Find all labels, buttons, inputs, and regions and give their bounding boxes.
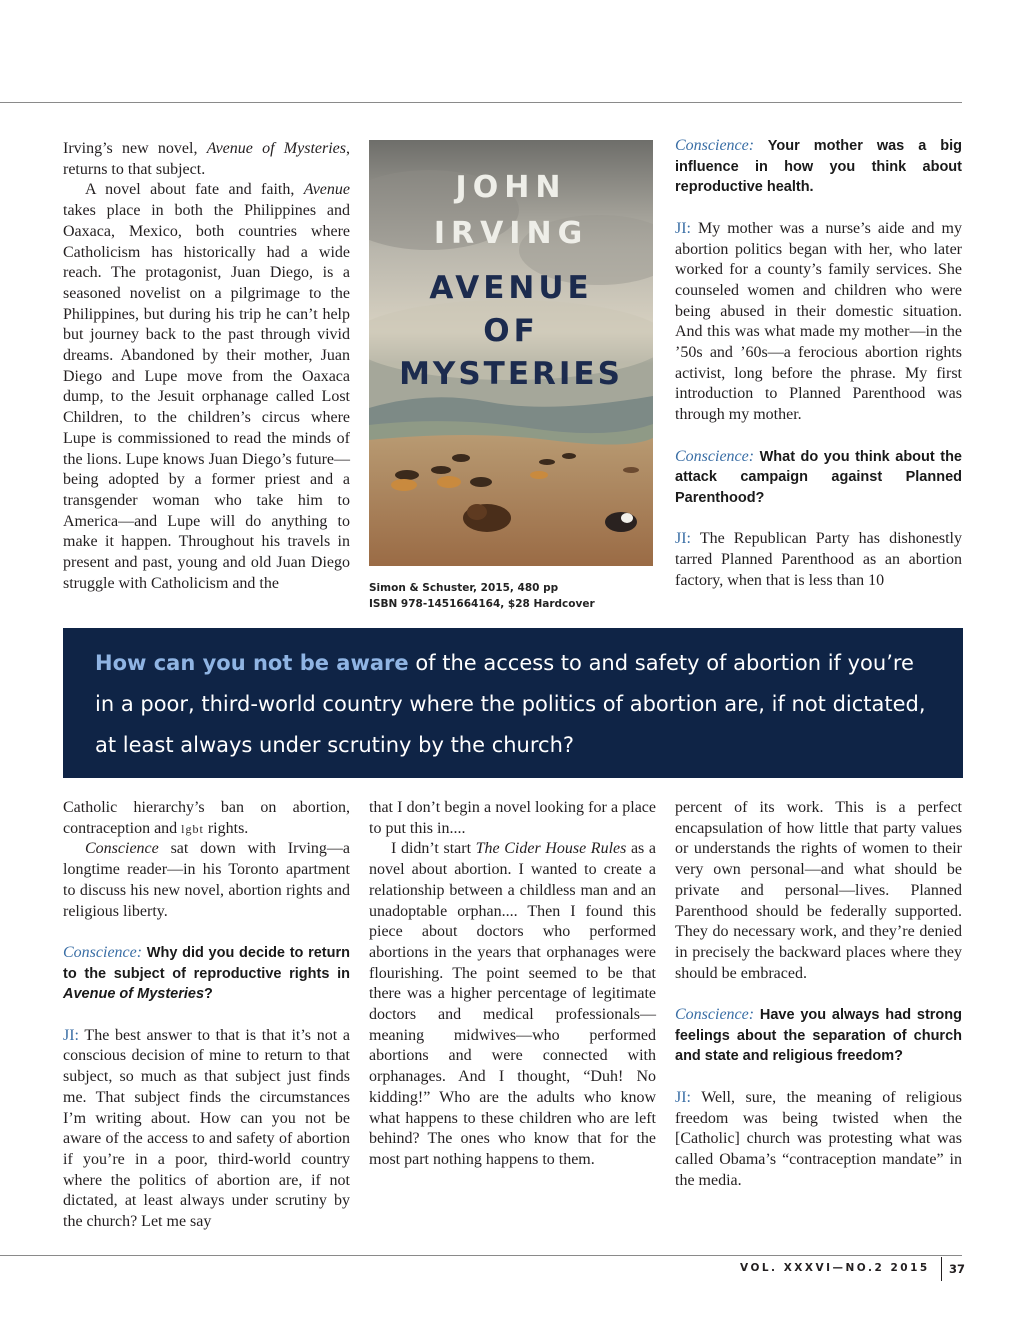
page-number: 37	[949, 1262, 966, 1276]
bottom-rule	[0, 1255, 962, 1256]
caption-publisher: Simon & Schuster, 2015, 480 pp	[369, 582, 559, 594]
answer-2: JI: The Republican Party has dishonestly tarred Planned Parenthood as an abortion factory, when that is less than 10	[675, 530, 962, 589]
question-label: Conscience:	[675, 1006, 755, 1024]
cover-author-first: JOHN	[455, 170, 567, 205]
body-paragraph: I didn’t start The Cider House Rules as a novel about abortion. I wanted to create a relationship between a childless man and an unadoptable orphan.... Then I found this piece about doctors who performed abortions in the years that orphanages were flourishing. The point seemed to be that there was a higher percentage of legitimate doctors and medical professionals—meaning midwives—who performed abortions and were connected with orphanages. And I thought, “Duh! No kidding!” Who are the adults who know what happens to these children who are left behind? The ones who know that for the most part nothing happens to them.	[369, 840, 656, 1168]
question-2: Conscience: What do you think about the attack campaign against Planned Parenthood?	[675, 447, 962, 506]
body-paragraph: percent of its work. This is a perfect encapsulation of how little that party values or understands the rights of women to their very own personal—and what should be private and personal—lives. Planned Parenthood should be federally supported. They do necessary work, and they’re denied in precisely the backward places where they should be embraced.	[675, 799, 962, 982]
column-1-bottom	[63, 798, 350, 1233]
question-1: Conscience: Your mother was a big influence in how you think about reproductive health.	[675, 137, 962, 196]
question-label: Conscience:	[675, 137, 755, 154]
question-3: Conscience: Why did you decide to return to the subject of reproductive rights in Avenue of Mysteries?	[63, 943, 350, 1003]
pull-quote-text: of the access to and safety of abortion if you’re in a poor, third-world country where the politics of abortion are, if not dictated, at least always under scrutiny by the church?	[95, 651, 926, 757]
body-paragraph: that I don’t begin a novel looking for a place to put this in....	[369, 799, 656, 837]
cover-title-line-2: OF	[483, 313, 539, 349]
question-label: Conscience:	[63, 943, 143, 961]
footer-divider	[941, 1257, 942, 1281]
column-1-top	[63, 139, 350, 594]
body-paragraph: Conscience sat down with Irving—a longtime reader—in his Toronto apartment to discuss his new novel, abortion rights and religious liberty.	[63, 840, 350, 920]
cover-title-line-3: MYSTERIES	[399, 356, 623, 392]
top-rule	[0, 102, 962, 103]
column-2-bottom	[369, 798, 656, 1171]
answer-1: JI: My mother was a nurse’s aide and my abortion politics began with her, who later worked for a county’s family services. She counseled women and children who were being abused in their domestic situation. And this was what made my mother—in the ’50s and ’60s—a ferocious abortion rights activist, long before the phrase. My first introduction to Planned Parenthood was through my mother.	[675, 219, 962, 424]
book-cover-image	[369, 140, 653, 566]
acronym: lgbt	[181, 821, 204, 836]
book-title: Avenue of Mysteries	[206, 140, 346, 157]
answer-label: JI:	[675, 1088, 691, 1106]
answer-label: JI:	[675, 219, 691, 237]
pull-quote	[63, 628, 963, 778]
intro-paragraph-1: Irving’s new novel, Avenue of Mysteries, returns to that subject.	[63, 140, 350, 178]
question-label: Conscience:	[675, 447, 755, 465]
cover-author-last: IRVING	[433, 216, 589, 251]
cover-title-line-1: AVENUE	[429, 270, 593, 306]
pull-quote-lead: How can you not be aware	[95, 651, 409, 675]
answer-4: JI: Well, sure, the meaning of religious freedom was being twisted when the [Catholic] church was protesting what was called Obama’s “contraception mandate” in the media.	[675, 1088, 962, 1189]
answer-3: JI: The best answer to that is that it’s not a conscious decision of mine to return to that subject, so much as that subject just finds me. That subject finds the circumstances I’m writing about. How can you not be aware of the access to and safety of abortion if you’re in a poor, third-world country where the politics of abortion are, if not dictated, at least always under scrutiny by the church? Let me say	[63, 1026, 350, 1231]
intro-paragraph-2: A novel about fate and faith, Avenue takes place in both the Philippines and Oaxaca, Mexico, both countries where Catholicism has historically had a wide reach. The protagonist, Juan Diego, is a seasoned novelist on a pilgrimage to the Philippines, but during his trip he can’t help but journey back to the past through vivid dreams. Abandoned by their mother, Juan Diego and Lupe move from the Oaxaca dump, to the Jesuit orphanage called Lost Children, to the children’s circus where Lupe is commissioned to read the minds of the lions. Lupe knows Juan Diego’s future—being adopted by a former priest and a transgender woman who take him to America—and Lupe will do anything to make it happen. Throughout his travels in present and past, young and old Juan Diego struggle with Catholicism and the	[63, 181, 350, 592]
question-4: Conscience: Have you always had strong feelings about the separation of church and state and religious freedom?	[675, 1006, 962, 1065]
book-title: The Cider House Rules	[475, 840, 627, 858]
column-3-top	[675, 136, 962, 591]
answer-label: JI:	[675, 530, 691, 548]
issue-info: VOL. XXXVI—NO.2 2015	[740, 1262, 930, 1274]
answer-label: JI:	[63, 1026, 79, 1044]
book-caption	[369, 580, 595, 612]
body-paragraph: Catholic hierarchy’s ban on abortion, contraception and lgbt rights.	[63, 799, 350, 837]
book-title-short: Avenue	[303, 181, 350, 199]
caption-isbn: ISBN 978-1451664164, $28 Hardcover	[369, 598, 595, 610]
column-3-bottom	[675, 798, 962, 1191]
